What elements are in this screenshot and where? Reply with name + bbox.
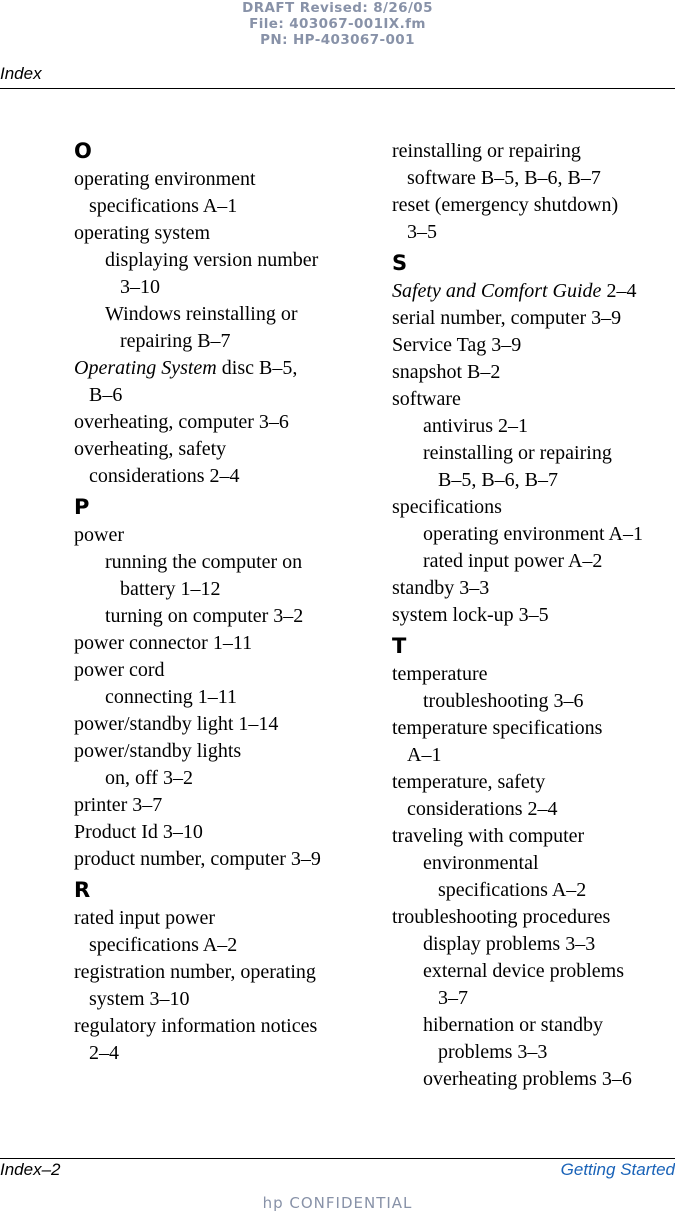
index-entry: power connector 1–11 — [74, 632, 253, 654]
index-subentry: operating environment A–1 — [423, 523, 643, 545]
index-entry: Product Id 3–10 — [74, 821, 203, 843]
index-subentry: connecting 1–11 — [105, 686, 238, 708]
index-column-right — [392, 138, 675, 1093]
index-entry: temperature — [392, 663, 488, 685]
index-entry: system lock-up 3–5 — [392, 604, 549, 626]
index-subentry: running the computer on battery 1–12 — [105, 551, 303, 600]
book-title: Getting Started — [560, 1160, 675, 1179]
header-rule — [0, 88, 675, 89]
index-entry: registration number, operating system 3–10 — [74, 961, 316, 1010]
index-entry: power — [74, 524, 124, 546]
index-entry: snapshot B–2 — [392, 361, 501, 383]
index-letter-p: P — [74, 495, 90, 519]
index-entry: product number, computer 3–9 — [74, 848, 321, 870]
index-entry: rated input power specifications A–2 — [74, 907, 238, 956]
draft-file-line: File: 403067-001IX.fm — [249, 16, 426, 32]
index-entry: traveling with computer — [392, 825, 585, 847]
index-entry: serial number, computer 3–9 — [392, 307, 622, 329]
index-subentry: environmental specifications A–2 — [423, 852, 587, 901]
index-entry: Service Tag 3–9 — [392, 334, 522, 356]
index-entry: Operating System disc B–5, B–6 — [74, 357, 298, 406]
index-subentry: troubleshooting 3–6 — [423, 690, 584, 712]
index-column-left — [74, 138, 364, 1067]
index-entry: overheating, safety considerations 2–4 — [74, 438, 240, 487]
index-entry: operating environment specifications A–1 — [74, 168, 256, 217]
index-letter-o: O — [74, 139, 92, 163]
index-entry: Safety and Comfort Guide 2–4 — [392, 280, 637, 302]
draft-pn-line: PN: HP-403067-001 — [260, 32, 415, 48]
index-entry: printer 3–7 — [74, 794, 163, 816]
index-entry: software — [392, 388, 461, 410]
index-subentry: overheating problems 3–6 — [423, 1068, 632, 1090]
index-entry: specifications — [392, 496, 502, 518]
index-subentry: reinstalling or repairing B–5, B–6, B–7 — [423, 442, 612, 491]
index-letter-t: T — [392, 634, 407, 658]
index-entry: operating system — [74, 222, 211, 244]
index-subentry: on, off 3–2 — [105, 767, 193, 789]
index-subentry: rated input power A–2 — [423, 550, 603, 572]
index-entry: power cord — [74, 659, 165, 681]
index-letter-s: S — [392, 251, 408, 275]
index-entry: regulatory information notices 2–4 — [74, 1015, 318, 1064]
index-subentry: displaying version number 3–10 — [105, 249, 319, 298]
index-subentry: Windows reinstalling or repairing B–7 — [105, 303, 298, 352]
confidential-notice: hp CONFIDENTIAL — [262, 1194, 413, 1212]
index-entry: temperature, safety considerations 2–4 — [392, 771, 558, 820]
index-subentry: turning on computer 3–2 — [105, 605, 304, 627]
index-subentry: external device problems 3–7 — [423, 960, 625, 1009]
footer-rule — [0, 1158, 675, 1159]
draft-banner — [0, 0, 675, 48]
index-entry: overheating, computer 3–6 — [74, 411, 289, 433]
index-subentry: antivirus 2–1 — [423, 415, 528, 437]
index-subentry: hibernation or standby problems 3–3 — [423, 1014, 603, 1063]
index-entry: temperature specifications A–1 — [392, 717, 603, 766]
page-number: Index–2 — [0, 1160, 61, 1179]
index-entry: reinstalling or repairing software B–5, B–6, B–7 — [392, 140, 601, 189]
draft-revised-line: DRAFT Revised: 8/26/05 — [242, 0, 433, 16]
index-subentry: display problems 3–3 — [423, 933, 596, 955]
index-entry: standby 3–3 — [392, 577, 490, 599]
index-entry: troubleshooting procedures — [392, 906, 611, 928]
index-entry: power/standby lights — [74, 740, 242, 762]
index-entry: power/standby light 1–14 — [74, 713, 279, 735]
index-letter-r: R — [74, 878, 91, 902]
running-header: Index — [0, 64, 42, 83]
index-entry: reset (emergency shutdown) 3–5 — [392, 194, 619, 243]
